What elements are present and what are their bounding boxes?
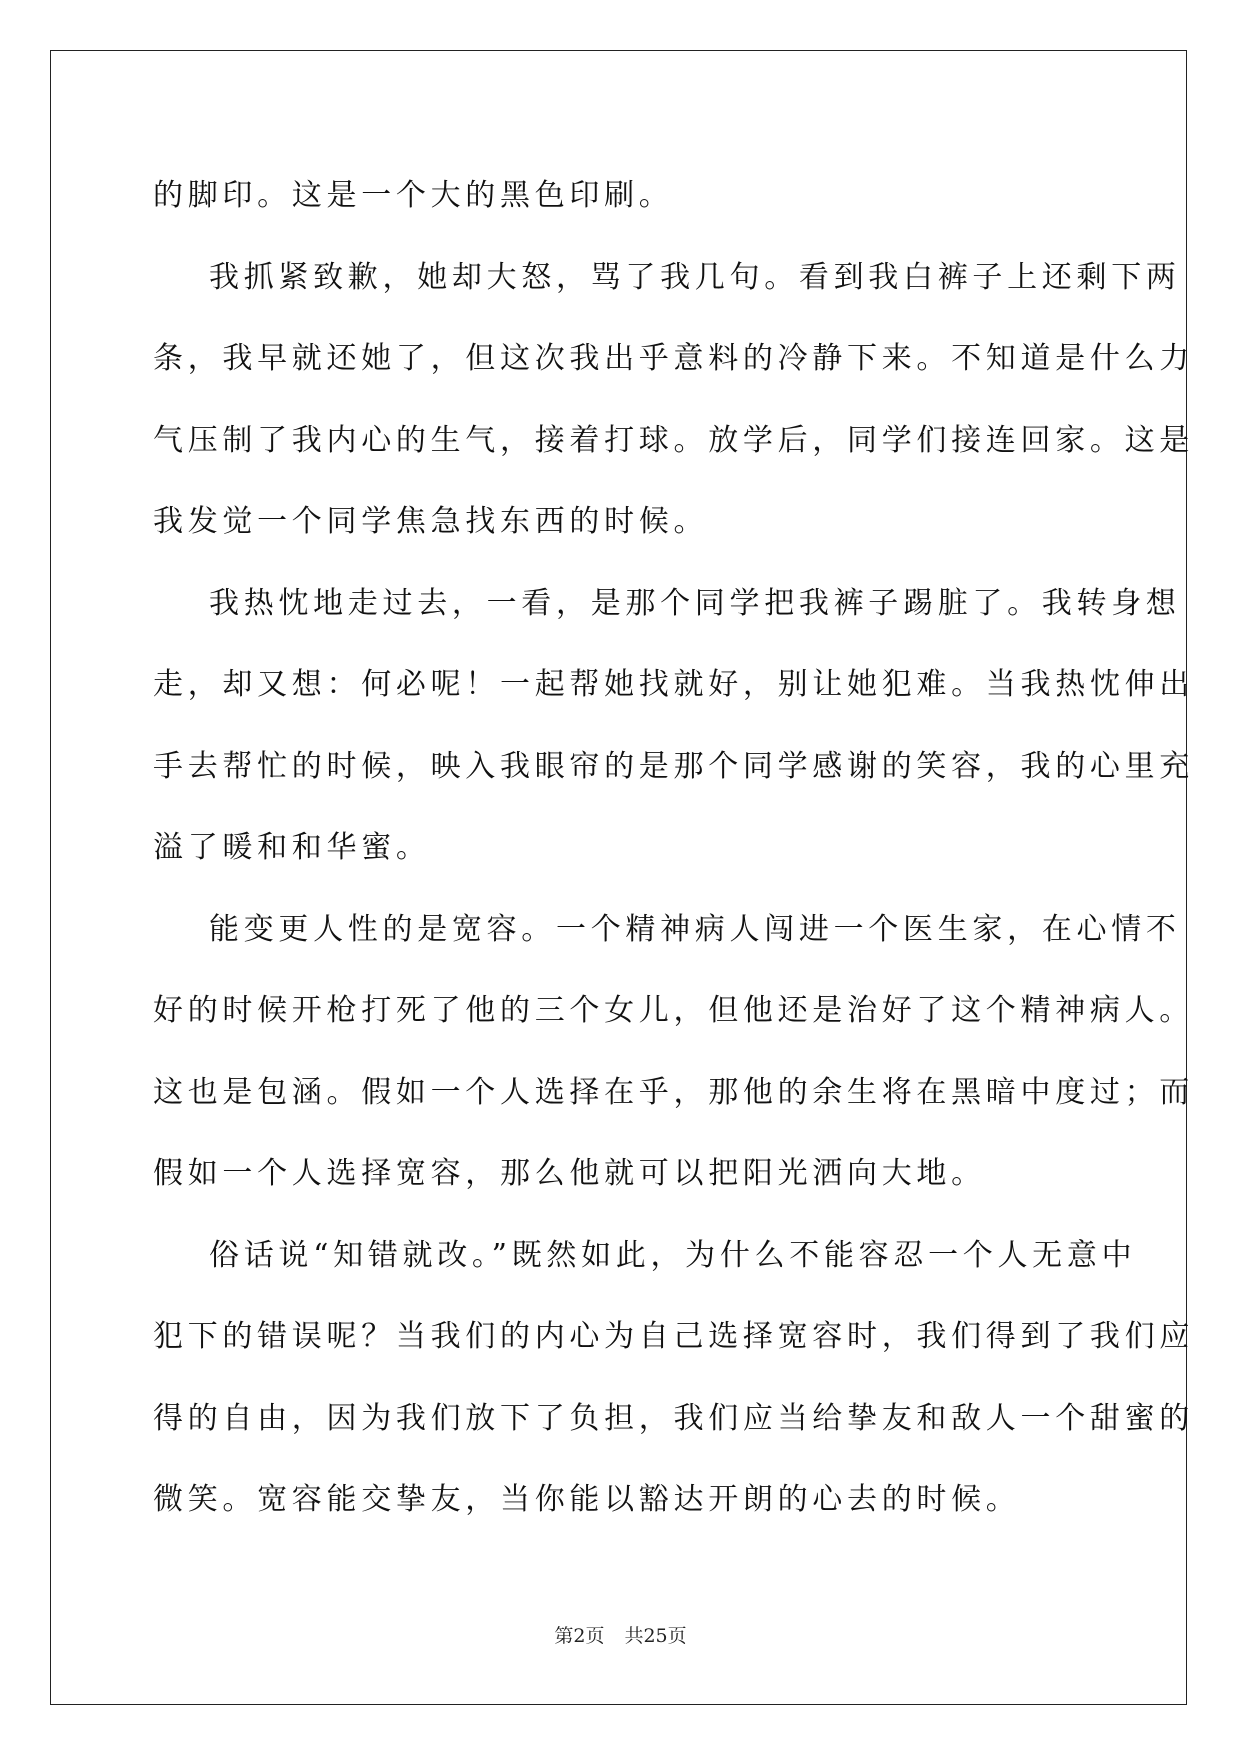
text-line: 手去帮忙的时候，映入我眼帘的是那个同学感谢的笑容，我的心里充 [153, 748, 1194, 784]
paragraph-3 [153, 563, 1194, 889]
text-line: 假如一个人选择宽容，那么他就可以把阳光洒向大地。 [153, 1156, 986, 1191]
text-line: 能变更人性的是宽容。一个精神病人闯进一个医生家，在心情不 [209, 911, 1181, 947]
page-total: 共25页 [624, 1625, 687, 1647]
paragraph-1 [153, 155, 1088, 237]
text-line: 溢了暖和和华蜜。 [153, 830, 431, 865]
text-line: 条，我早就还她了，但这次我出乎意料的冷静下来。不知道是什么力 [153, 341, 1194, 376]
text-line: 走，却又想：何必呢！一起帮她找就好，别让她犯难。当我热忱伸出 [153, 667, 1194, 702]
text-line: 的脚印。这是一个大的黑色印刷。 [153, 178, 674, 213]
text-line: 微笑。宽容能交挚友，当你能以豁达开朗的心去的时候。 [153, 1482, 1021, 1517]
text-line: 我热忱地走过去，一看，是那个同学把我裤子踢脏了。我转身想 [209, 585, 1181, 621]
text-line: 我发觉一个同学焦急找东西的时候。 [153, 504, 709, 539]
text-line: 好的时候开枪打死了他的三个女儿，但他还是治好了这个精神病人。 [153, 993, 1194, 1028]
text-line: 我抓紧致歉，她却大怒，骂了我几句。看到我白裤子上还剩下两 [209, 259, 1181, 295]
text-line: 得的自由，因为我们放下了负担，我们应当给挚友和敌人一个甜蜜的 [153, 1400, 1194, 1436]
text-line: 这也是包涵。假如一个人选择在乎，那他的余生将在黑暗中度过；而 [153, 1074, 1194, 1110]
paragraph-2 [153, 237, 1194, 563]
page-number: 第2页 [554, 1625, 605, 1647]
paragraph-4 [153, 889, 1194, 1215]
page-footer [0, 1621, 1241, 1648]
text-line: 气压制了我内心的生气，接着打球。放学后，同学们接连回家。这是 [153, 422, 1194, 458]
text-line: 俗话说“知错就改。”既然如此，为什么不能容忍一个人无意中 [209, 1237, 1137, 1273]
text-line: 犯下的错误呢？当我们的内心为自己选择宽容时，我们得到了我们应 [153, 1319, 1194, 1354]
paragraph-5 [153, 1215, 1194, 1541]
document-body [153, 155, 1194, 1541]
